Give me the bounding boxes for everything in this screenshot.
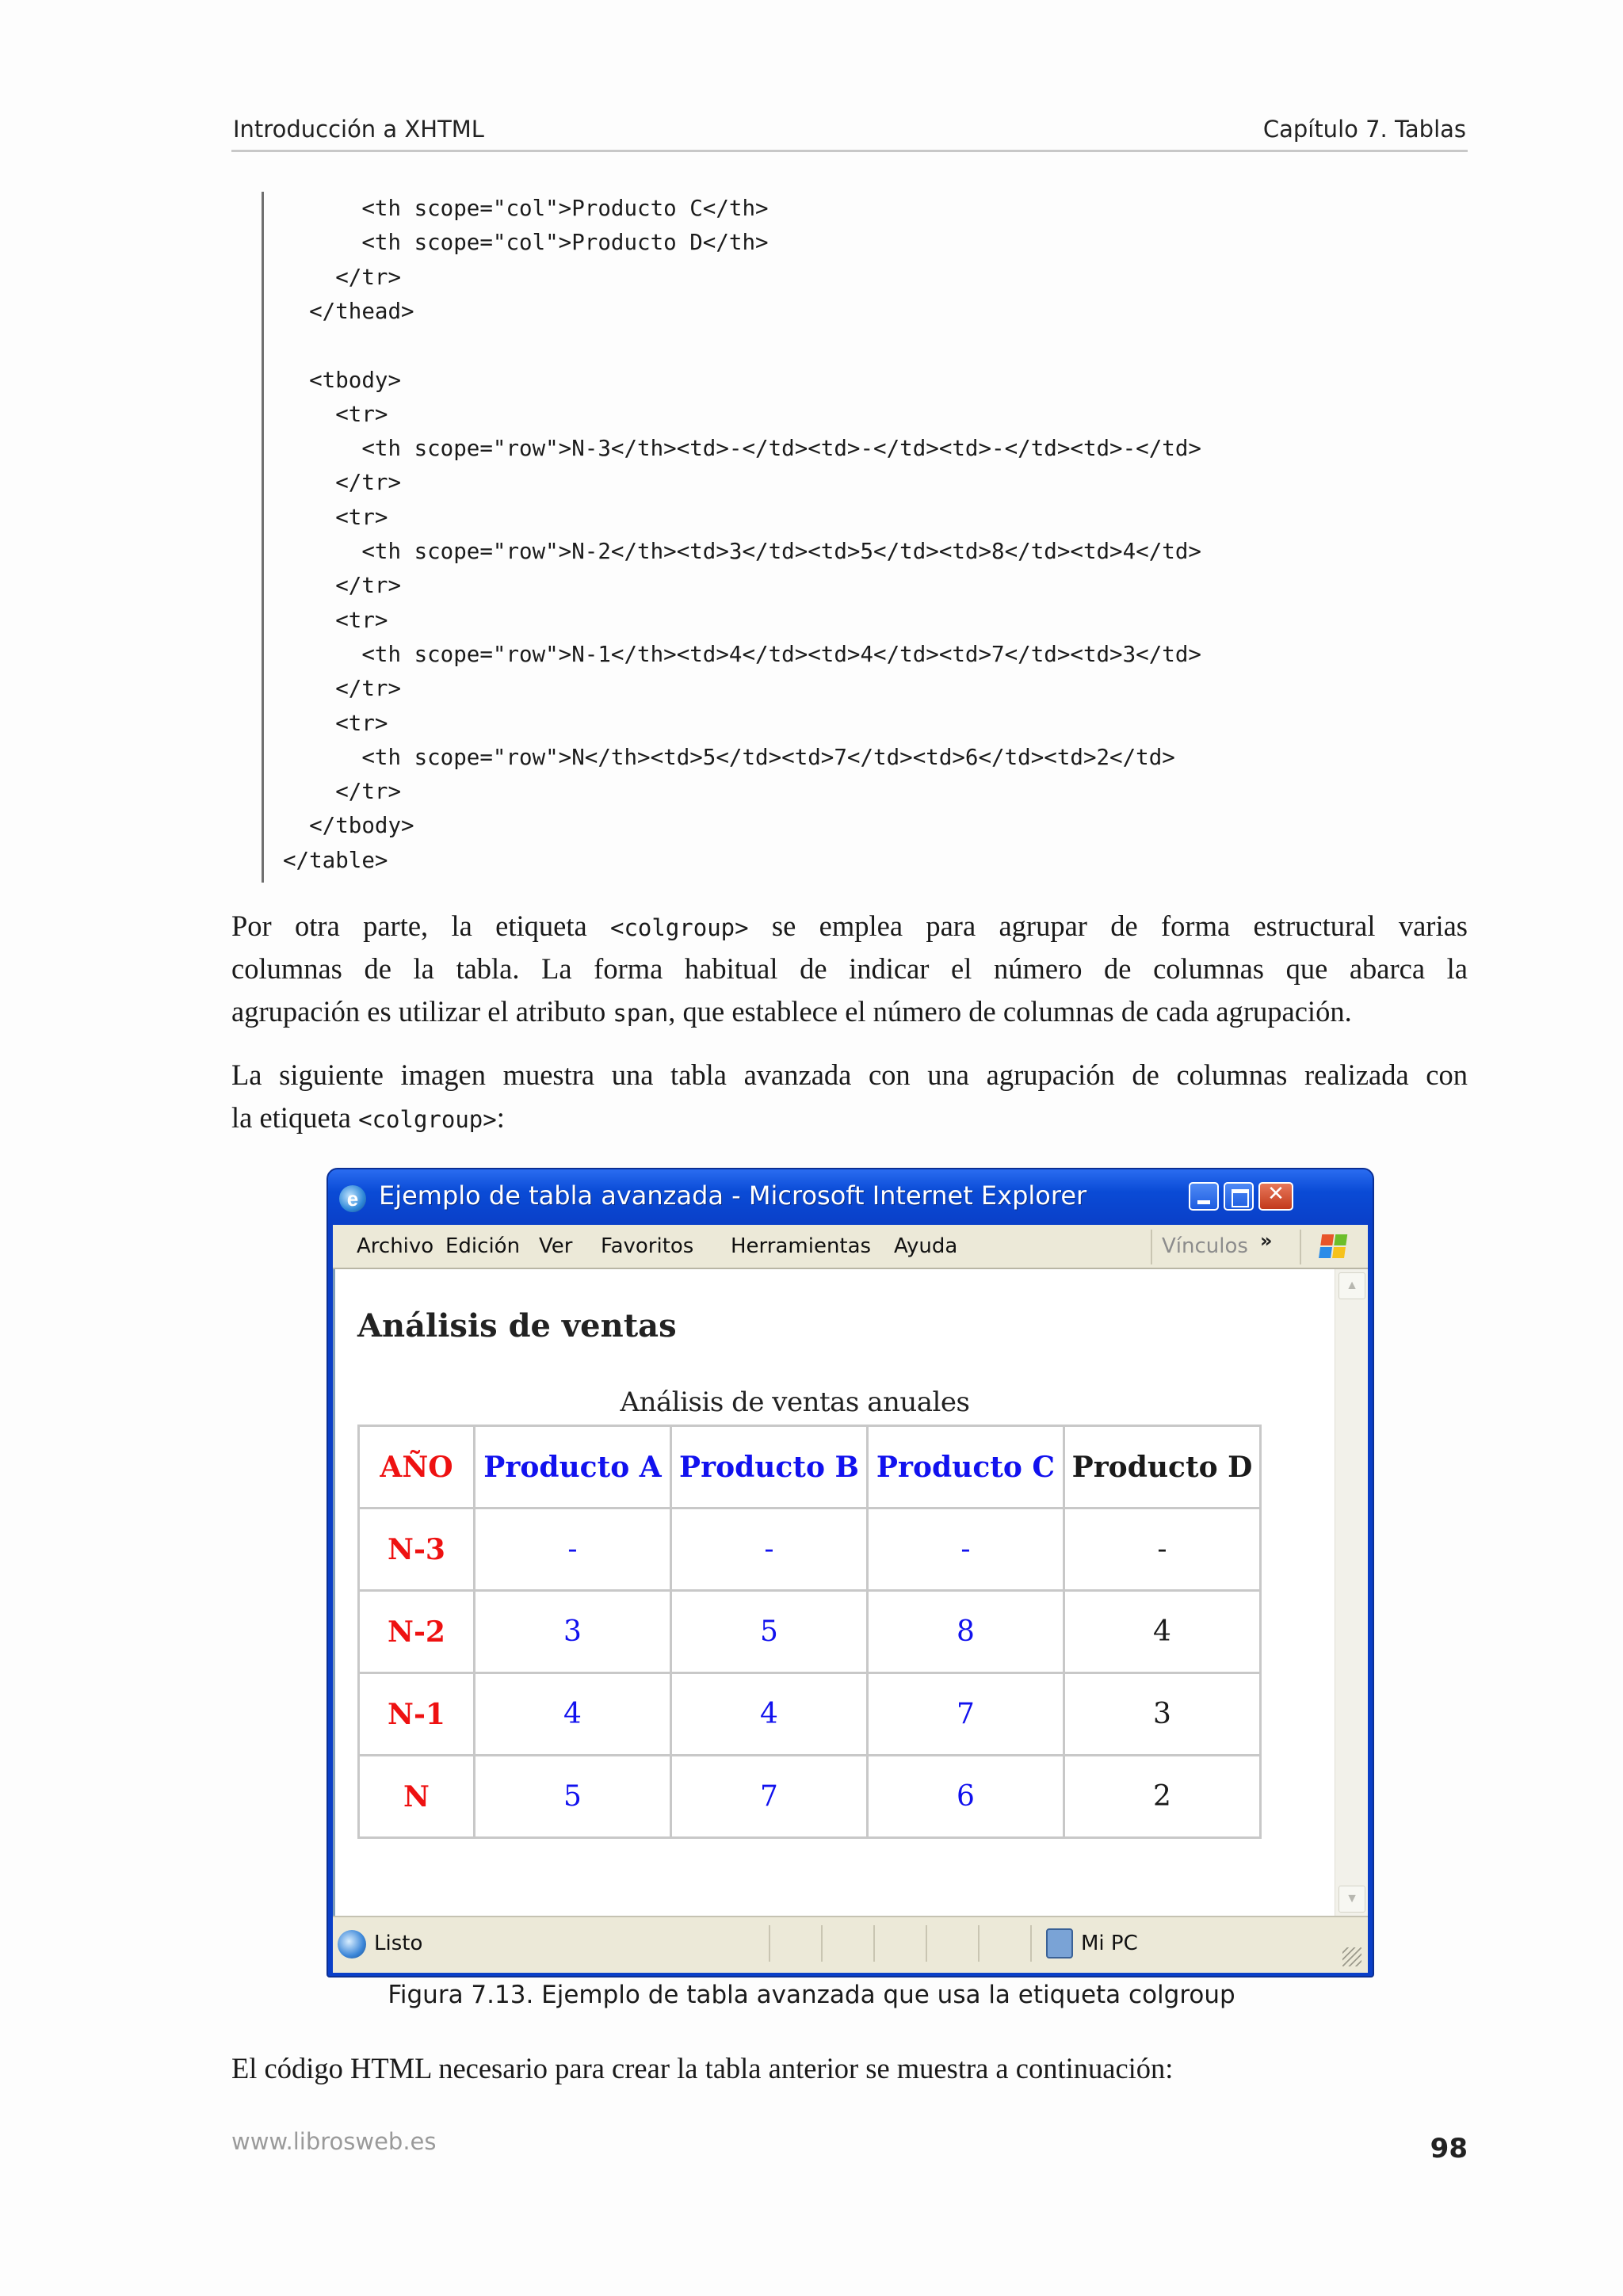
table-row (359, 1756, 1261, 1838)
row-header: N-1 (359, 1673, 475, 1756)
chapter-title: Capítulo 7. Tablas (1262, 116, 1466, 143)
menu-ver[interactable]: Ver (539, 1234, 573, 1258)
title-bar[interactable] (328, 1169, 1373, 1225)
table-cell: - (671, 1508, 868, 1591)
menu-edicion[interactable]: Edición (445, 1234, 521, 1258)
links-label: Vínculos (1162, 1234, 1248, 1258)
code-line: </tr> (283, 676, 402, 702)
paragraph-line: columnas de la tabla. La forma habitual de indicar el número de columnas que abarca la (231, 952, 1468, 985)
links-toolbar[interactable] (1151, 1230, 1284, 1264)
code-line: <th scope="row">N-2</th><td>3</td><td>5</td><td>8</td><td>4</td> (283, 539, 1201, 564)
code-line: <tr> (283, 607, 388, 633)
paragraph-image-intro (231, 1054, 1468, 1139)
code-line: <tr> (283, 401, 388, 427)
computer-icon (1046, 1928, 1073, 1958)
internet-explorer-icon[interactable]: e (339, 1185, 366, 1212)
table-cell: 7 (671, 1756, 868, 1838)
row-header: N-2 (359, 1591, 475, 1673)
table-cell: 4 (1064, 1591, 1261, 1673)
column-header: Producto D (1064, 1426, 1261, 1508)
column-header: Producto A (475, 1426, 671, 1508)
figure-caption: Figura 7.13. Ejemplo de tabla avanzada que usa la etiqueta colgroup (388, 1981, 1235, 2009)
status-divider (821, 1925, 823, 1962)
status-divider (769, 1925, 770, 1962)
paragraph-line: Por otra parte, la etiqueta <colgroup> se emplea para agrupar de forma estructural varias (231, 910, 1468, 942)
table-cell: 2 (1064, 1756, 1261, 1838)
table-cell: 5 (475, 1756, 671, 1838)
code-line: </tbody> (283, 813, 414, 839)
paragraph-line: La siguiente imagen muestra una tabla avanzada con una agrupación de columnas realizada con (231, 1058, 1468, 1091)
code-line: </table> (283, 847, 388, 873)
table-row (359, 1591, 1261, 1673)
footer-url[interactable]: www.librosweb.es (231, 2128, 437, 2155)
browser-window (327, 1168, 1374, 1978)
column-header: Producto B (671, 1426, 868, 1508)
paragraph-colgroup-intro (231, 905, 1468, 1033)
maximize-button[interactable] (1224, 1182, 1254, 1211)
paragraph-line: agrupación es utilizar el atributo span, que establece el número de columnas de cada agrupación. (231, 995, 1352, 1028)
scroll-up-icon[interactable]: ▲ (1338, 1272, 1365, 1299)
page-status-icon (338, 1930, 366, 1958)
table-cell: 3 (475, 1591, 671, 1673)
paragraph-line: El código HTML necesario para crear la tabla anterior se muestra a continuación: (231, 2052, 1174, 2084)
code-line: </tr> (283, 573, 402, 599)
status-text: Listo (374, 1932, 423, 1955)
page-viewport (333, 1269, 1368, 1916)
table-caption: Análisis de ventas anuales (620, 1386, 970, 1418)
windows-flag-icon (1319, 1234, 1349, 1260)
paragraph-line: la etiqueta <colgroup>: (231, 1101, 505, 1134)
table-row (359, 1508, 1261, 1591)
table-cell: 6 (868, 1756, 1064, 1838)
code-line: <th scope="col">Producto C</th> (283, 196, 769, 221)
code-line: <tr> (283, 504, 388, 530)
table-cell: 7 (868, 1673, 1064, 1756)
book-title: Introducción a XHTML (233, 116, 484, 143)
code-line: </tr> (283, 779, 402, 805)
page-number: 98 (1430, 2133, 1468, 2164)
code-line: <th scope="row">N-3</th><td>-</td><td>-</td><td>-</td><td>-</td> (283, 436, 1201, 462)
resize-grip-icon[interactable] (1342, 1947, 1361, 1966)
status-divider (1030, 1925, 1032, 1962)
page-heading: Análisis de ventas (357, 1307, 677, 1344)
column-header: AÑO (359, 1426, 475, 1508)
table-cell: 4 (475, 1673, 671, 1756)
table-cell: - (1064, 1508, 1261, 1591)
code-line: </tr> (283, 264, 402, 290)
close-button[interactable] (1258, 1182, 1293, 1211)
status-divider (926, 1925, 927, 1962)
minimize-button[interactable] (1189, 1182, 1219, 1211)
status-bar (333, 1916, 1368, 1973)
code-line: <th scope="row">N</th><td>5</td><td>7</td><td>6</td><td>2</td> (283, 744, 1175, 770)
chevron-right-icon[interactable]: » (1260, 1230, 1273, 1252)
code-line: <th scope="row">N-1</th><td>4</td><td>4</td><td>7</td><td>3</td> (283, 641, 1201, 667)
close-icon: ✕ (1267, 1182, 1285, 1206)
menu-archivo[interactable]: Archivo (357, 1234, 434, 1258)
table-row (359, 1673, 1261, 1756)
table-cell: 3 (1064, 1673, 1261, 1756)
table-cell: - (868, 1508, 1064, 1591)
table-cell: 5 (671, 1591, 868, 1673)
menu-ayuda[interactable]: Ayuda (894, 1234, 958, 1258)
table-cell: 8 (868, 1591, 1064, 1673)
table-header-row (359, 1426, 1261, 1508)
vertical-scrollbar[interactable] (1335, 1269, 1368, 1916)
row-header: N-3 (359, 1508, 475, 1591)
windows-logo (1300, 1230, 1363, 1264)
code-line: </tr> (283, 470, 402, 496)
code-line: <tr> (283, 710, 388, 736)
paragraph-code-follows (231, 2047, 1468, 2090)
column-header: Producto C (868, 1426, 1064, 1508)
menu-herramientas[interactable]: Herramientas (731, 1234, 872, 1258)
table-cell: - (475, 1508, 671, 1591)
code-line: <tbody> (283, 367, 402, 393)
code-listing (262, 192, 1292, 883)
table-cell: 4 (671, 1673, 868, 1756)
code-line: <th scope="col">Producto D</th> (283, 230, 769, 256)
status-divider (978, 1925, 980, 1962)
menu-bar (333, 1225, 1368, 1269)
scroll-down-icon[interactable]: ▼ (1338, 1886, 1365, 1913)
code-line: </thead> (283, 298, 414, 324)
window-title: Ejemplo de tabla avanzada - Microsoft Internet Explorer (379, 1180, 1087, 1211)
security-zone: Mi PC (1081, 1932, 1138, 1955)
status-divider (873, 1925, 875, 1962)
page-header (231, 108, 1468, 152)
row-header: N (359, 1756, 475, 1838)
menu-favoritos[interactable]: Favoritos (601, 1234, 694, 1258)
sales-table (357, 1425, 1262, 1839)
